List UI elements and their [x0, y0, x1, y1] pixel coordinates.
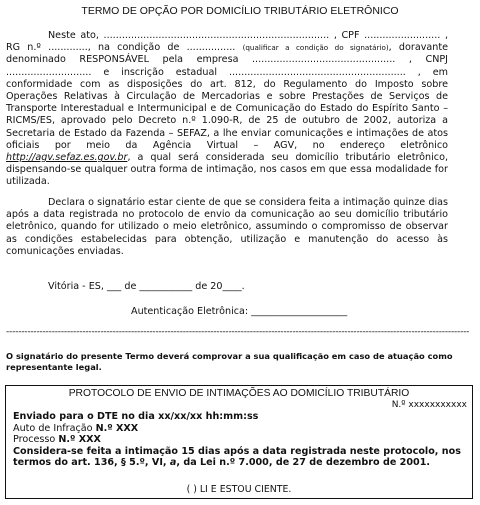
infracao-row	[13, 423, 469, 435]
document-title: TERMO DE OPÇÃO POR DOMICÍLIO TRIBUTÁRIO ELETRÔNICO	[81, 5, 399, 17]
qualification-hint: (qualificar a condição do signatário)	[242, 43, 389, 53]
infracao-label: Auto de Infração	[13, 422, 96, 434]
authentication-line: Autenticação Eletrônica: ____________________	[131, 306, 348, 317]
paragraph-text-c: , a qual será considerada seu domicílio tributário eletrônico, dispensando-se qualquer outra forma de intimação, nos casos em que essa modalidade for utilizada.	[6, 152, 448, 188]
agv-link[interactable]: http://agv.sefaz.es.gov.br	[6, 152, 128, 164]
protocol-content	[13, 411, 469, 469]
protocol-number: N.º xxxxxxxxxxx	[391, 400, 467, 410]
considera-end: , da Lei n.º 7.000, de 27 de dezembro de 2001.	[176, 457, 431, 469]
sent-date: Enviado para o DTE no dia xx/xx/xx hh:mm:ss	[13, 411, 259, 422]
protocol-title: PROTOCOLO DE ENVIO DE INTIMAÇÕES AO DOMICÍLIO TRIBUTÁRIO	[68, 388, 410, 399]
separator-dashes: --------------------------------------------------------------------------------------------------------------------------------------------------------	[6, 327, 470, 337]
declaration-paragraph: Declara o signatário estar ciente de que se considera feita a intimação quinze dias após a data registrada no protocolo de envio da comunicação ao seu domicílio tributário eletrônico, quando for utilizado o meio eletrônico, assumindo o compromisso de observar as condições estabelecidas para obtenção, utilização e manutenção do acesso às comunicações enviadas.	[6, 197, 448, 257]
opt-in-paragraph	[6, 30, 448, 189]
considera-main: Considera-se feita a intimação 15 dias após a data registrada neste protocolo, nos termos do art. 136, § 5.º, VI,	[13, 445, 461, 469]
protocol-box	[5, 385, 473, 499]
date-line: Vitória - ES, ___ de ___________ de 20____.	[48, 281, 245, 292]
paragraph-text-a: Neste ato, .......................................................................... , CPF ......................... , RG n.º ............., na condição de ................	[6, 30, 448, 54]
considera-a: a	[169, 457, 177, 469]
processo-value: N.º XXX	[58, 434, 101, 446]
legal-note: O signatário do presente Termo deverá comprovar a sua qualificação em caso de atuação como representante legal.	[6, 351, 453, 372]
processo-label: Processo	[13, 434, 59, 446]
paragraph-text-b: , doravante denominado RESPONSÁVEL pela empresa ............................................... , CNPJ ............................ e inscrição estadual .......................................................... , em conformidade com as disposições do art. 812, do Regulamento do Imposto sobre Operações Relativas à Circulação de Mercadorias e sobre Prestações de Serviços de Transporte Interestadual e Intermunicipal e de Comunicação do Estado do Espírito Santo – RICMS/ES, aprovado pelo Decreto n.º 1.090-R, de 25 de outubro de 2002, autoriza a Secretaria de Estado da Fazenda – SEFAZ, a lhe enviar comunicações e intimações de atos oficiais por meio da Agência Virtual – AGV, no endereço eletrônico	[6, 42, 448, 151]
infracao-value: N.º XXX	[95, 422, 139, 434]
acknowledge-checkbox[interactable]: ( ) LI E ESTOU CIENTE.	[186, 484, 292, 495]
processo-row	[13, 434, 469, 446]
considera-text	[13, 446, 469, 469]
